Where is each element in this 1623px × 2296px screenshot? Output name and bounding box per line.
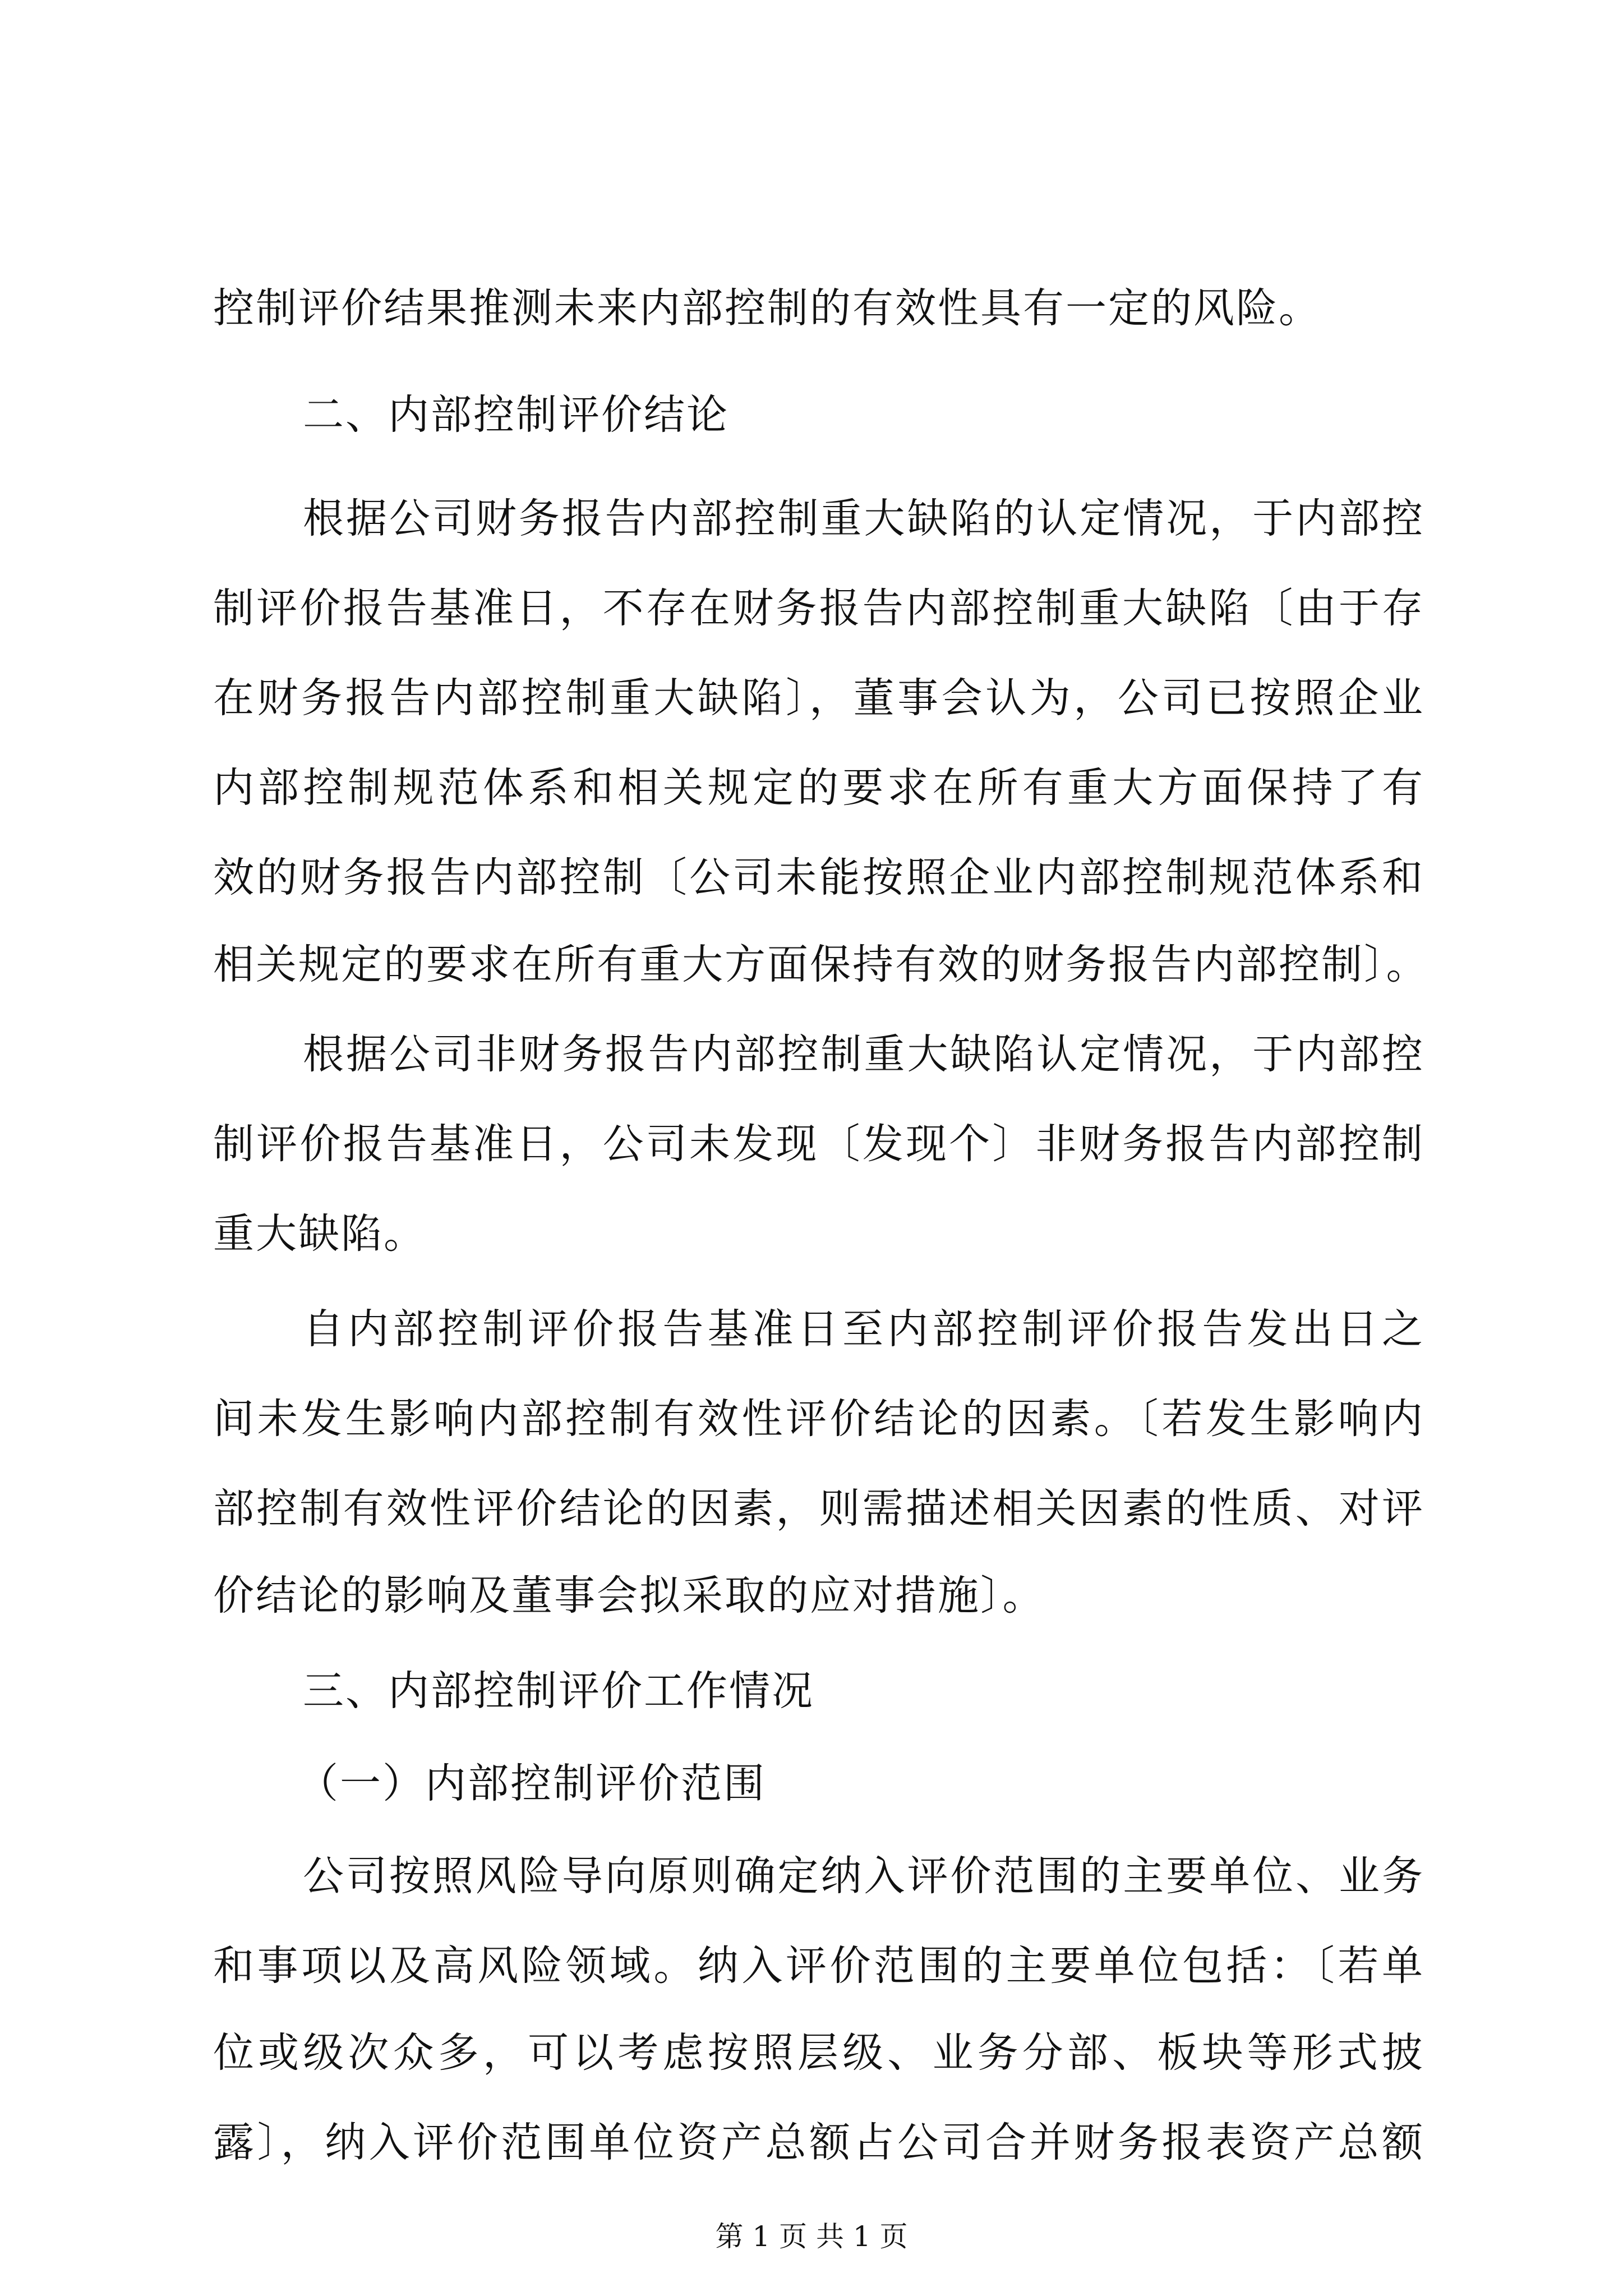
text-line: 根据公司非财务报告内部控制重大缺陷认定情况，于内部控: [303, 1030, 1424, 1078]
text-line: 位或级次众多，可以考虑按照层级、业务分部、板块等形式披: [213, 2029, 1424, 2077]
section-heading: 三、内部控制评价工作情况: [303, 1667, 814, 1715]
text-line: 效的财务报告内部控制〔公司未能按照企业内部控制规范体系和: [213, 854, 1424, 901]
section-heading: 二、内部控制评价结论: [303, 391, 729, 439]
text-line: 控制评价结果推测未来内部控制的有效性具有一定的风险。: [213, 284, 1321, 332]
text-line: 自内部控制评价报告基准日至内部控制评价报告发出日之: [303, 1305, 1424, 1353]
page-footer: 第 1 页 共 1 页: [715, 2220, 908, 2253]
text-line: 在财务报告内部控制重大缺陷〕，董事会认为，公司已按照企业: [213, 674, 1424, 722]
text-line: 制评价报告基准日，公司未发现〔发现个〕非财务报告内部控制: [213, 1120, 1424, 1168]
text-line: 制评价报告基准日，不存在财务报告内部控制重大缺陷〔由于存: [213, 585, 1424, 632]
text-line: 和事项以及高风险领域。纳入评价范围的主要单位包括：〔若单: [213, 1942, 1424, 1990]
text-line: 内部控制规范体系和相关规定的要求在所有重大方面保持了有: [213, 764, 1424, 812]
text-line: 间未发生影响内部控制有效性评价结论的因素。〔若发生影响内: [213, 1395, 1424, 1443]
subsection-heading: （一）内部控制评价范围: [297, 1760, 766, 1807]
text-line: 部控制有效性评价结论的因素，则需描述相关因素的性质、对评: [213, 1485, 1424, 1533]
text-line: 相关规定的要求在所有重大方面保持有效的财务报告内部控制〕。: [213, 941, 1429, 988]
text-line: 根据公司财务报告内部控制重大缺陷的认定情况，于内部控: [303, 495, 1424, 542]
text-line: 露〕，纳入评价范围单位资产总额占公司合并财务报表资产总额: [213, 2119, 1424, 2166]
text-line: 重大缺陷。: [213, 1210, 426, 1258]
text-line: 价结论的影响及董事会拟采取的应对措施〕。: [213, 1572, 1045, 1619]
text-line: 公司按照风险导向原则确定纳入评价范围的主要单位、业务: [303, 1852, 1424, 1900]
